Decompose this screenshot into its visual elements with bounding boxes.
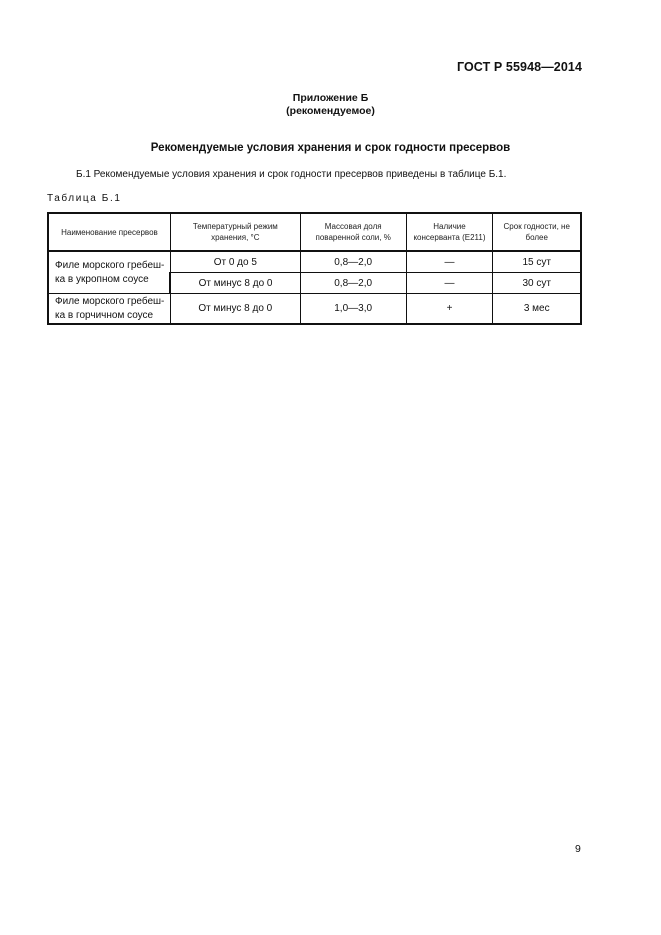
table-header-row bbox=[48, 213, 581, 251]
standard-code: ГОСТ Р 55948—2014 bbox=[456, 60, 582, 74]
product-name-line: Филе морского гребеш- bbox=[55, 259, 165, 271]
column-header-salt: Массовая доля поваренной соли, % bbox=[300, 213, 406, 251]
storage-conditions-table bbox=[47, 212, 582, 325]
table-row bbox=[48, 251, 581, 273]
product-name-line: ка в горчичном соусе bbox=[55, 309, 154, 321]
product-name-cell bbox=[48, 251, 170, 294]
product-name-line: ка в укропном соусе bbox=[55, 273, 149, 285]
appendix-heading bbox=[0, 92, 661, 118]
salt-cell: 0,8—2,0 bbox=[300, 251, 406, 273]
column-header-name: Наименование пресервов bbox=[48, 213, 170, 251]
table-row bbox=[48, 294, 581, 325]
appendix-subtitle: (рекомендуемое) bbox=[286, 105, 375, 117]
product-name-line: Филе морского гребеш- bbox=[55, 295, 165, 307]
column-header-temperature: Температурный режим хранения, °С bbox=[170, 213, 300, 251]
section-title: Рекомендуемые условия хранения и срок годности пресервов bbox=[150, 142, 511, 154]
column-header-preservative: Наличие консерванта (Е211) bbox=[406, 213, 493, 251]
shelf-life-cell: 30 сут bbox=[493, 273, 581, 294]
temperature-cell: От 0 до 5 bbox=[170, 251, 300, 273]
temperature-cell: От минус 8 до 0 bbox=[170, 273, 300, 294]
appendix-title: Приложение Б bbox=[292, 92, 369, 104]
product-name-cell bbox=[48, 294, 170, 325]
salt-cell: 0,8—2,0 bbox=[300, 273, 406, 294]
column-header-shelf-life: Срок годности, не более bbox=[493, 213, 581, 251]
preservative-cell: + bbox=[406, 294, 493, 325]
section-paragraph: Б.1 Рекомендуемые условия хранения и срок годности пресервов приведены в таблице Б.1. bbox=[76, 169, 507, 180]
salt-cell: 1,0—3,0 bbox=[300, 294, 406, 325]
page-number: 9 bbox=[575, 843, 581, 855]
shelf-life-cell: 3 мес bbox=[493, 294, 581, 325]
shelf-life-cell: 15 сут bbox=[493, 251, 581, 273]
temperature-cell: От минус 8 до 0 bbox=[170, 294, 300, 325]
preservative-cell: — bbox=[406, 251, 493, 273]
preservative-cell: — bbox=[406, 273, 493, 294]
table-caption: Таблица Б.1 bbox=[47, 193, 122, 204]
